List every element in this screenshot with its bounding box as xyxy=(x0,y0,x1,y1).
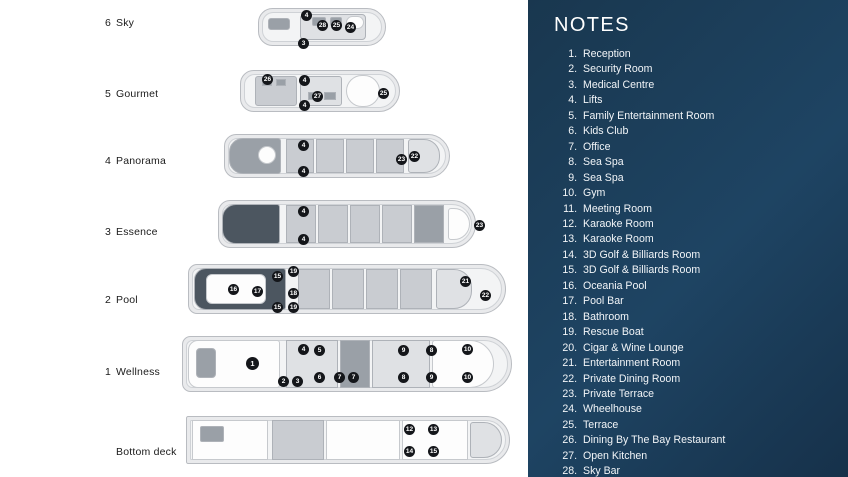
marker-pool-3[interactable]: 16 xyxy=(229,286,238,293)
marker-pool-6[interactable]: 19 xyxy=(289,304,298,311)
marker-wellness-9[interactable]: 6 xyxy=(314,372,325,383)
deck-number-3: 3 xyxy=(105,226,111,238)
gourmet-block-g xyxy=(324,92,336,100)
note-item: 11. Meeting Room xyxy=(580,202,830,217)
deck-label-sky: Sky xyxy=(116,17,135,29)
note-item: 20. Cigar & Wine Lounge xyxy=(580,341,830,356)
marker-wellness-13[interactable]: 9 xyxy=(426,372,437,383)
essence-cabin-2 xyxy=(318,205,348,243)
marker-pool-1[interactable]: 15 xyxy=(273,273,282,280)
note-item: 22. Private Dining Room xyxy=(580,372,830,387)
wellness-bow-block xyxy=(196,348,216,378)
deck-number-1: 1 xyxy=(105,366,111,378)
note-item: 13. Karaoke Room xyxy=(580,232,830,247)
bottom-block-b xyxy=(272,420,324,460)
gourmet-block-c xyxy=(346,75,380,107)
marker-bottom-2[interactable]: 13 xyxy=(429,426,438,433)
note-item: 4. Lifts xyxy=(580,93,830,108)
note-item: 8. Sea Spa xyxy=(580,155,830,170)
note-item: 7. Office xyxy=(580,140,830,155)
panorama-cabin-2 xyxy=(316,139,344,173)
note-item: 3. Medical Centre xyxy=(580,78,830,93)
deck-number-2: 2 xyxy=(105,294,111,306)
deck-row-wellness xyxy=(0,328,528,404)
deck-row-bottom xyxy=(0,406,528,476)
marker-wellness-8[interactable]: 3 xyxy=(292,376,303,387)
deck-label-bottom: Bottom deck xyxy=(116,446,177,458)
marker-pool-9[interactable]: 22 xyxy=(481,292,490,299)
marker-wellness-6[interactable]: 10 xyxy=(463,346,472,353)
note-item: 1. Reception xyxy=(580,47,830,62)
marker-essence-2[interactable]: 4 xyxy=(298,234,309,245)
pool-cabin-4 xyxy=(400,269,432,309)
pool-cabin-2 xyxy=(332,269,364,309)
pool-cabin-1 xyxy=(298,269,330,309)
deck-label-panorama: Panorama xyxy=(116,155,167,167)
notes-title: NOTES xyxy=(554,14,630,36)
note-item: 17. Pool Bar xyxy=(580,294,830,309)
marker-pool-4[interactable]: 17 xyxy=(253,288,262,295)
note-item: 18. Bathroom xyxy=(580,310,830,325)
note-item: 12. Karaoke Room xyxy=(580,217,830,232)
marker-sky-4[interactable]: 24 xyxy=(346,24,355,31)
note-item: 6. Kids Club xyxy=(580,124,830,139)
marker-pool-5[interactable]: 18 xyxy=(289,290,298,297)
marker-panorama-4[interactable]: 22 xyxy=(410,153,419,160)
notes-list xyxy=(554,47,830,477)
note-item: 25. Terrace xyxy=(580,418,830,433)
marker-pool-8[interactable]: 21 xyxy=(461,278,470,285)
marker-bottom-4[interactable]: 15 xyxy=(429,448,438,455)
gourmet-block-e xyxy=(276,79,286,86)
note-item: 23. Private Terrace xyxy=(580,387,830,402)
note-item: 15. 3D Golf & Billiards Room xyxy=(580,263,830,278)
marker-wellness-3[interactable]: 5 xyxy=(314,345,325,356)
marker-pool-2[interactable]: 19 xyxy=(289,268,298,275)
deck-number-4: 4 xyxy=(105,155,111,167)
marker-gourmet-4[interactable]: 4 xyxy=(299,100,310,111)
deck-label-pool: Pool xyxy=(116,294,138,306)
note-item: 26. Dining By The Bay Restaurant xyxy=(580,433,830,448)
marker-wellness-10[interactable]: 7 xyxy=(334,372,345,383)
note-item: 24. Wheelhouse xyxy=(580,402,830,417)
panorama-cabin-3 xyxy=(346,139,374,173)
note-item: 5. Family Entertainment Room xyxy=(580,109,830,124)
deck-row-pool xyxy=(0,258,528,326)
bottom-tank-1 xyxy=(200,426,224,442)
note-item: 16. Oceania Pool xyxy=(580,279,830,294)
marker-panorama-3[interactable]: 23 xyxy=(397,156,406,163)
note-item: 19. Rescue Boat xyxy=(580,325,830,340)
marker-wellness-11[interactable]: 7 xyxy=(348,372,359,383)
note-item: 27. Open Kitchen xyxy=(580,449,830,464)
marker-panorama-1[interactable]: 4 xyxy=(298,140,309,151)
marker-sky-3[interactable]: 25 xyxy=(332,22,341,29)
marker-wellness-4[interactable]: 9 xyxy=(398,345,409,356)
marker-essence-1[interactable]: 4 xyxy=(298,206,309,217)
notes-panel xyxy=(528,0,848,477)
marker-gourmet-1[interactable]: 26 xyxy=(263,76,272,83)
marker-bottom-3[interactable]: 14 xyxy=(405,448,414,455)
marker-sky-5[interactable]: 3 xyxy=(298,38,309,49)
deck-row-essence xyxy=(0,192,528,260)
note-item: 9. Sea Spa xyxy=(580,171,830,186)
deck-row-panorama xyxy=(0,126,528,190)
deck-row-sky xyxy=(0,0,528,60)
deck-number-5: 5 xyxy=(105,88,111,100)
marker-wellness-7[interactable]: 2 xyxy=(278,376,289,387)
deck-number-6: 6 xyxy=(105,17,111,29)
marker-gourmet-3[interactable]: 27 xyxy=(313,93,322,100)
marker-bottom-1[interactable]: 12 xyxy=(405,426,414,433)
marker-wellness-2[interactable]: 4 xyxy=(298,344,309,355)
deck-row-gourmet xyxy=(0,62,528,124)
deck-label-wellness: Wellness xyxy=(116,366,161,378)
marker-gourmet-5[interactable]: 25 xyxy=(379,90,388,97)
pool-cabin-3 xyxy=(366,269,398,309)
marker-sky-2[interactable]: 28 xyxy=(318,22,327,29)
marker-sky-1[interactable]: 4 xyxy=(301,10,312,21)
bottom-block-c xyxy=(326,420,400,460)
essence-cabin-4 xyxy=(382,205,412,243)
sky-deck-block-d xyxy=(268,18,290,30)
note-item: 10. Gym xyxy=(580,186,830,201)
essence-bow-block xyxy=(222,204,280,244)
note-item: 2. Security Room xyxy=(580,62,830,77)
deck-label-gourmet: Gourmet xyxy=(116,88,159,100)
marker-wellness-1[interactable]: 1 xyxy=(246,357,259,370)
marker-panorama-2[interactable]: 4 xyxy=(298,166,309,177)
note-item: 21. Entertainment Room xyxy=(580,356,830,371)
pool-stern-block xyxy=(436,269,472,309)
marker-gourmet-2[interactable]: 4 xyxy=(299,75,310,86)
panorama-round-block xyxy=(258,146,276,164)
marker-wellness-5[interactable]: 8 xyxy=(426,345,437,356)
essence-cabin-5 xyxy=(414,205,444,243)
note-item: 14. 3D Golf & Billiards Room xyxy=(580,248,830,263)
deck-label-essence: Essence xyxy=(116,226,158,238)
essence-cabin-3 xyxy=(350,205,380,243)
marker-essence-3[interactable]: 23 xyxy=(475,222,484,229)
marker-wellness-12[interactable]: 8 xyxy=(398,372,409,383)
marker-pool-7[interactable]: 15 xyxy=(273,304,282,311)
marker-wellness-14[interactable]: 10 xyxy=(463,374,472,381)
note-item: 28. Sky Bar xyxy=(580,464,830,477)
